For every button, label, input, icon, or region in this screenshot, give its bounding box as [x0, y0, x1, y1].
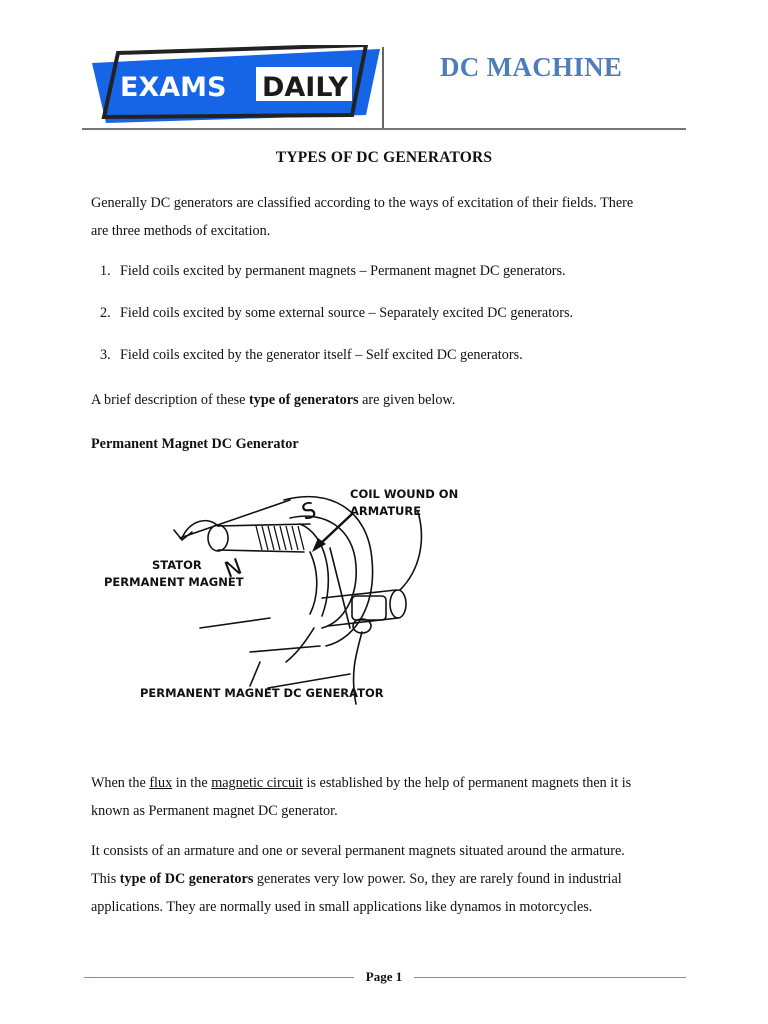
p2-line-2-after: generates very low power. So, they are rarely found in industrial	[253, 871, 622, 887]
logo-word-exams: EXAMS	[120, 72, 227, 103]
method-item-3	[100, 347, 523, 364]
p2-line-1: It consists of an armature and one or several permanent magnets situated around the armature.	[91, 843, 625, 859]
brief-text-after: are given below.	[358, 392, 456, 408]
method-item-1	[100, 263, 566, 280]
p2-line-2-bold: type of DC generators	[119, 871, 254, 887]
exams-daily-logo	[90, 45, 380, 127]
document-title: DC MACHINE	[440, 52, 623, 82]
header-divider-vertical	[382, 47, 384, 129]
logo-word-daily: DAILY	[262, 72, 348, 103]
method-number: 1.	[100, 263, 111, 279]
paragraph-definition	[91, 769, 677, 825]
subheading-permanent-magnet: Permanent Magnet DC Generator	[91, 436, 299, 452]
method-text: Field coils excited by some external source – Separately excited DC generators.	[120, 305, 574, 321]
pole-s-letter: S	[299, 498, 320, 526]
figure-caption: PERMANENT MAGNET DC GENERATOR	[140, 686, 384, 700]
method-text: Field coils excited by the generator itself – Self excited DC generators.	[120, 347, 523, 363]
method-number: 3.	[100, 347, 111, 363]
paragraph-construction	[91, 837, 677, 921]
label-coil-line-2: ARMATURE	[350, 504, 422, 518]
p2-line-2-before: This	[91, 871, 120, 887]
magnetic-circuit-link[interactable]: magnetic circuit	[211, 775, 303, 791]
label-coil-line-1: COIL WOUND ON	[350, 487, 459, 501]
brief-description	[91, 386, 677, 414]
method-text: Field coils excited by permanent magnets – Permanent magnet DC generators.	[120, 263, 566, 279]
header-divider-horizontal	[82, 128, 686, 130]
p2-line-3: applications. They are normally used in small applications like dynamos in motorcycles.	[91, 899, 593, 915]
method-number: 2.	[100, 305, 111, 321]
intro-line-2: are three methods of excitation.	[91, 223, 271, 239]
footer-line-right	[414, 977, 686, 978]
p1-text-2: in the	[172, 775, 212, 791]
label-stator-line-1: STATOR	[152, 558, 202, 572]
p1-text-3: is established by the help of permanent magnets then it is	[302, 775, 632, 791]
intro-paragraph	[91, 189, 677, 245]
brief-text-bold: type of generators	[249, 392, 359, 408]
section-title: TYPES OF DC GENERATORS	[275, 149, 493, 166]
method-item-2	[100, 305, 573, 322]
p1-line-2: known as Permanent magnet DC generator.	[91, 803, 338, 819]
label-stator-line-2: PERMANENT MAGNET	[104, 575, 244, 589]
p1-text-1: When the	[91, 775, 150, 791]
brief-text-before: A brief description of these	[91, 392, 249, 408]
intro-line-1: Generally DC generators are classified according to the ways of excitation of their fields. There	[91, 195, 634, 211]
flux-link[interactable]: flux	[149, 775, 173, 791]
permanent-magnet-generator-figure	[100, 478, 472, 710]
pole-n-letter: N	[221, 554, 246, 584]
page-number: Page 1	[365, 969, 403, 984]
